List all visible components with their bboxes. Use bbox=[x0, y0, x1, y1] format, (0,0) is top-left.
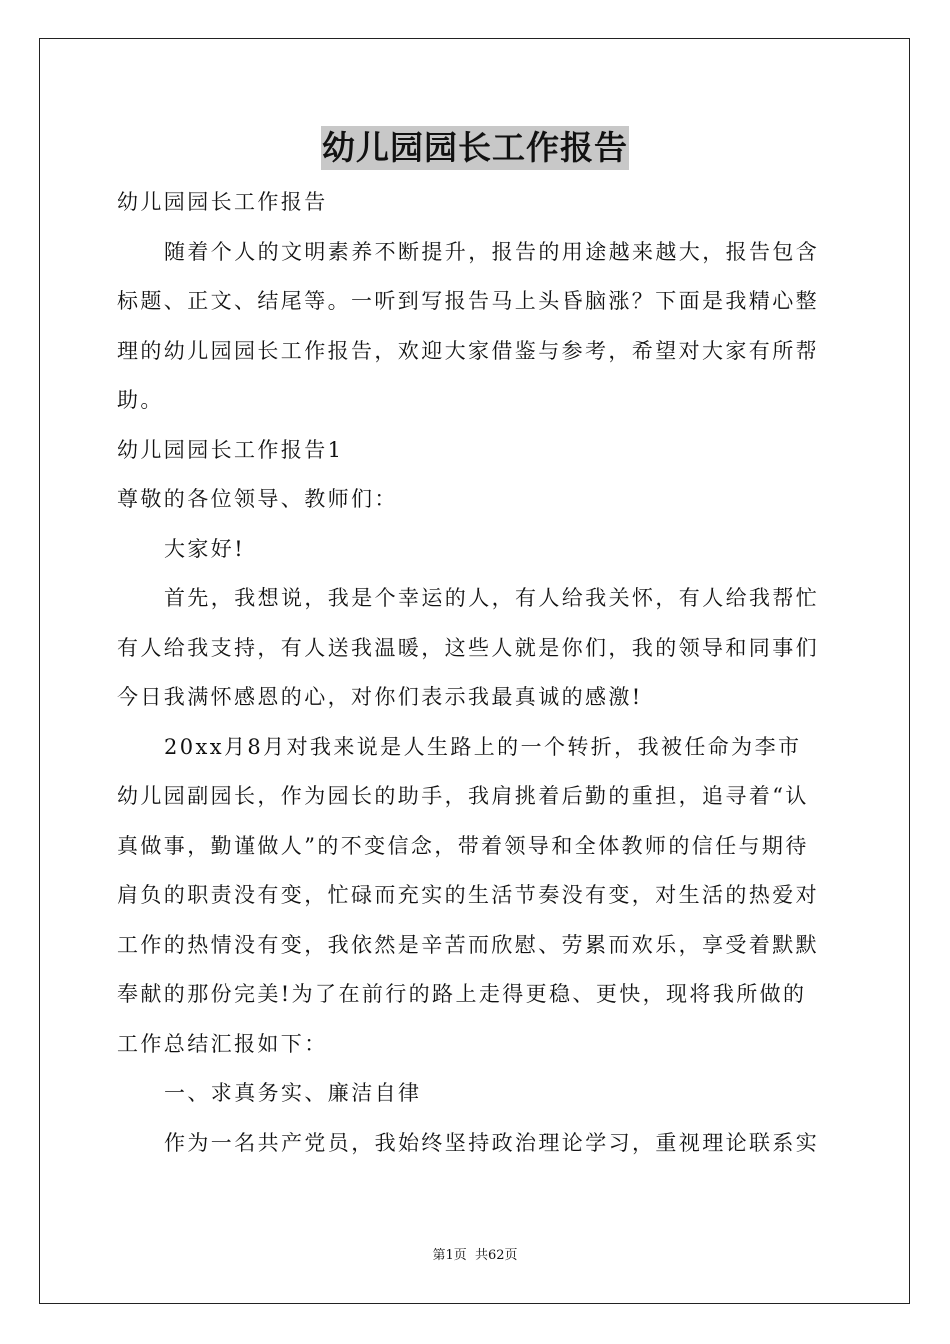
text-line: 工作总结汇报如下： bbox=[117, 1031, 328, 1056]
text-line: 助。 bbox=[117, 388, 164, 412]
text-line: 幼儿园园长工作报告 bbox=[117, 190, 328, 214]
document-body bbox=[117, 178, 833, 1168]
text-line: 大家好! bbox=[164, 536, 246, 561]
text-line: 尊敬的各位领导、教师们： bbox=[117, 487, 398, 511]
text-line: 理的幼儿园园长工作报告，欢迎大家借鉴与参考，希望对大家有所帮 bbox=[117, 338, 819, 363]
text-line: 真做事，勤谨做人”的不变信念，带着领导和全体教师的信任与期待 bbox=[117, 833, 809, 858]
title-container bbox=[0, 126, 950, 170]
text-line: 首先，我想说，我是个幸运的人，有人给我关怀，有人给我帮忙 bbox=[164, 586, 820, 610]
text-line: 今日我满怀感恩的心，对你们表示我最真诚的感激! bbox=[117, 685, 643, 709]
text-line: 标题、正文、结尾等。一听到写报告马上头昏脑涨？下面是我精心整 bbox=[117, 289, 819, 313]
page-number: 第1页 bbox=[432, 1248, 467, 1263]
text-line: 工作的热情没有变，我依然是辛苦而欣慰、劳累而欢乐，享受着默默 bbox=[117, 932, 819, 957]
page-total: 共62页 bbox=[474, 1248, 518, 1263]
text-line: 随着个人的文明素养不断提升，报告的用途越来越大，报告包含 bbox=[164, 239, 820, 264]
text-line: 作为一名共产党员，我始终坚持政治理论学习，重视理论联系实 bbox=[164, 1130, 820, 1155]
text-line: 幼儿园园长工作报告1 bbox=[117, 437, 344, 462]
page-footer bbox=[0, 1247, 950, 1265]
document-title: 幼儿园园长工作报告 bbox=[321, 126, 629, 170]
text-line: 有人给我支持，有人送我温暖，这些人就是你们，我的领导和同事们 bbox=[117, 635, 819, 660]
text-line: 20xx月8月对我来说是人生路上的一个转折，我被任命为李市 bbox=[164, 734, 802, 759]
text-line: 奉献的那份完美!为了在前行的路上走得更稳、更快，现将我所做的 bbox=[117, 982, 807, 1006]
text-line: 幼儿园副园长，作为园长的助手，我肩挑着后勤的重担，追寻着“认 bbox=[117, 784, 809, 808]
text-line: 肩负的职责没有变，忙碌而充实的生活节奏没有变，对生活的热爱对 bbox=[117, 883, 819, 907]
text-line: 一、求真务实、廉洁自律 bbox=[164, 1081, 422, 1105]
